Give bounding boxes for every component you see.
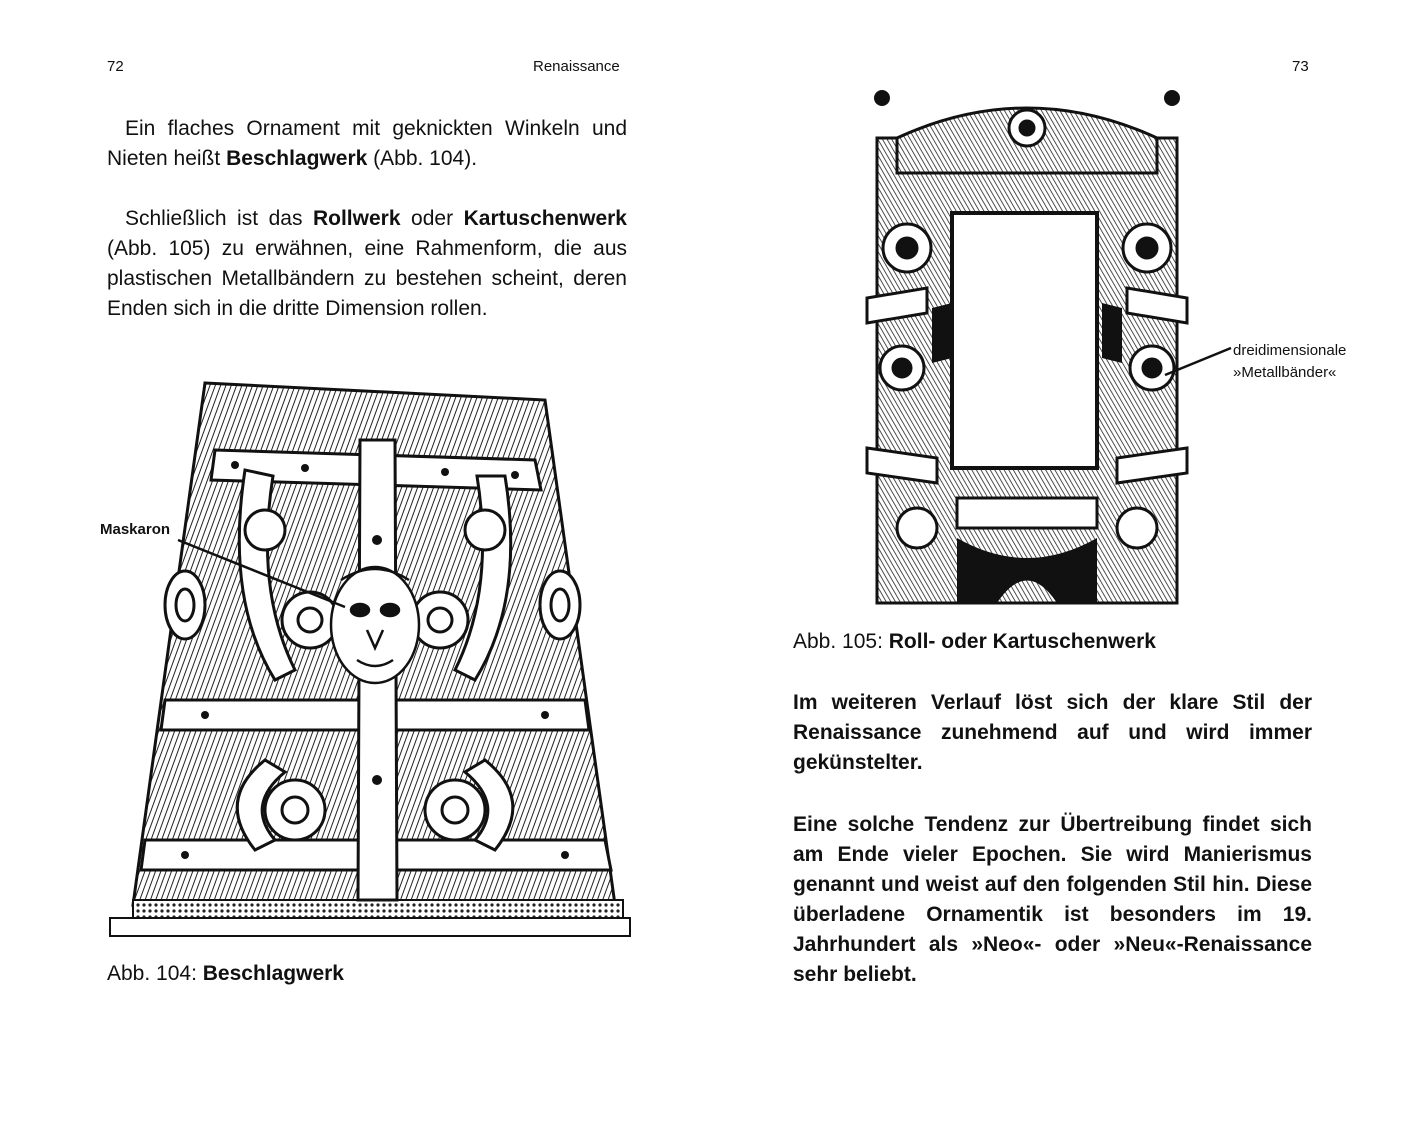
caption-abb-105 [793,628,1156,656]
right-page [709,0,1418,1123]
label-metallbaender [1233,340,1346,384]
label-line: dreidimensionale [1233,342,1347,359]
caption-title: Beschlagwerk [202,962,344,985]
page-number-right: 73 [1292,58,1309,75]
caption-abb-104 [107,960,344,988]
paragraph-manierismus: Eine solche Tendenz zur Übertreibung findet sich am Ende vieler Epochen. Sie wird Manierismus genannt und weist auf den folgenden Stil hin. Diese überladene Ornamentik ist besonders im 19. Jahrhundert als »Neo«- oder »Neu«-Renaissance sehr beliebt. [793,813,1312,986]
para-text: Schließlich ist das [125,207,313,230]
term-kartuschenwerk: Kartuschenwerk [463,207,627,230]
caption-prefix: Abb. 105: [793,630,889,653]
caption-title: Roll- oder Kartuschenwerk [888,630,1156,653]
para-text: oder [400,207,464,230]
page-number-left: 72 [107,58,124,75]
running-header: Renaissance [533,58,620,75]
para-text: (Abb. 104). [367,147,478,170]
label-maskaron: Maskaron [100,521,171,538]
para-text: (Abb. 105) zu erwähnen, eine Rahmenform, die aus plastischen Metallbändern zu bestehen scheint, deren Enden sich in die dritte Dimension rollen. [107,237,627,320]
paragraph-manierismus-intro: Im weiteren Verlauf löst sich der klare Stil der Renaissance zunehmend auf und wird immer gekünstelter. [793,691,1312,774]
term-rollwerk: Rollwerk [312,207,401,230]
caption-prefix: Abb. 104: [107,962,203,985]
label-line: »Metallbänder« [1233,364,1337,381]
term-beschlagwerk: Beschlagwerk [226,147,368,170]
para-text: Ein flaches Ornament mit geknickten Winkeln und Nieten heißt [107,117,627,170]
